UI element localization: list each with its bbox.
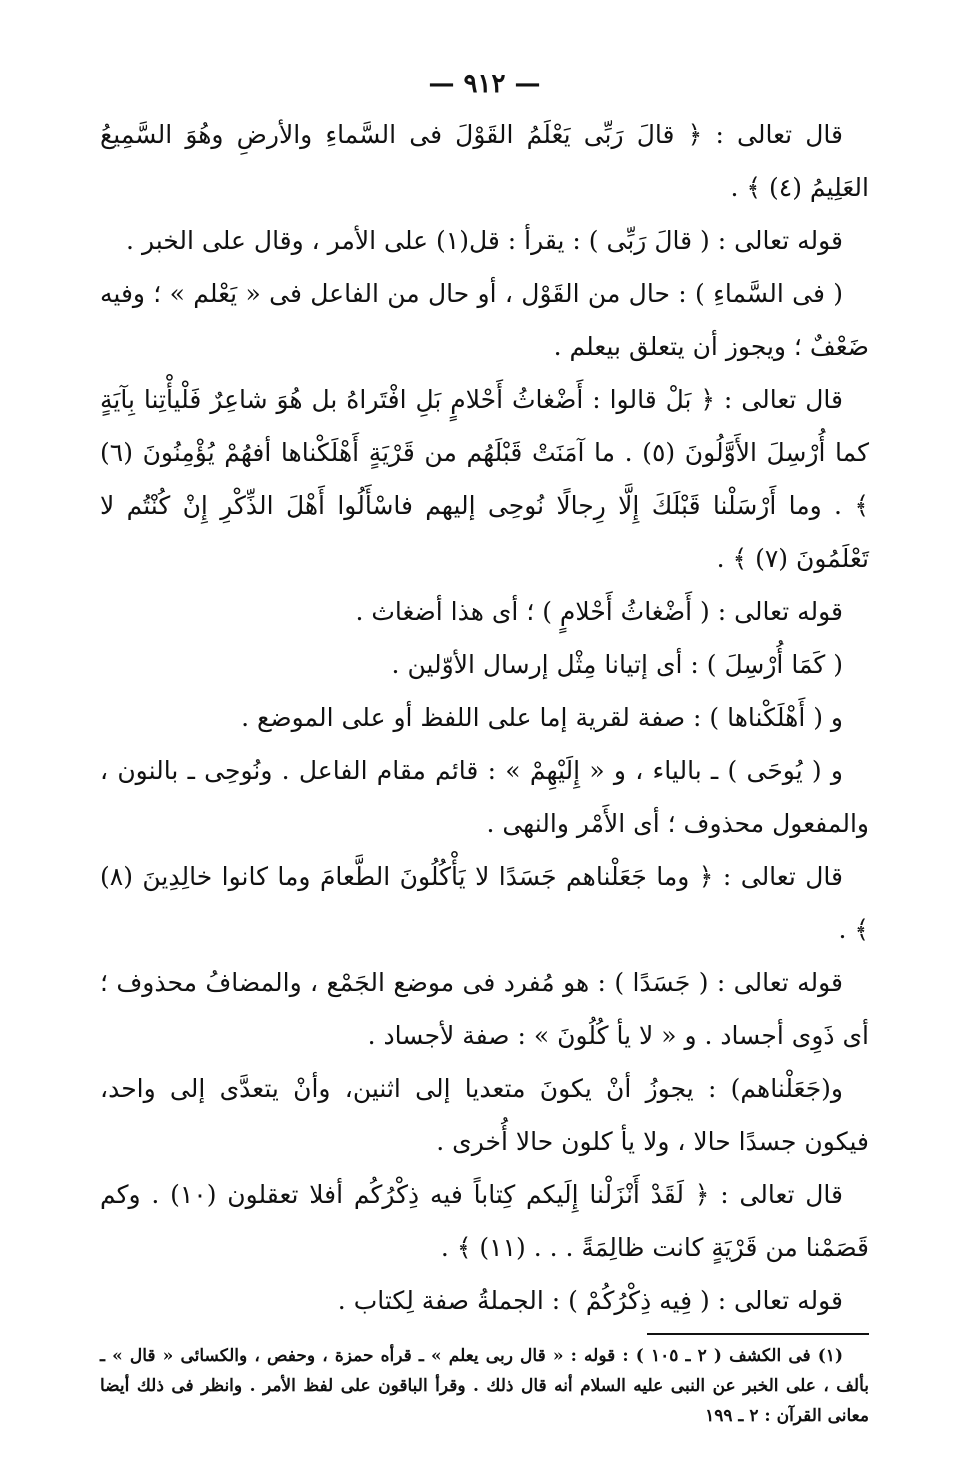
paragraph: قال تعالى : ﴿ بَلْ قالوا : أَضْغاثُ أَحْلامٍ بَلِ افْتَراهُ بل هُوَ شاعِرٌ فَلْيأْتِنا بِآيَةٍ كما أُرْسِلَ الأَوَّلُونَ (٥) . ما آمَنَتْ قَبْلَهُم من قَرْيَةٍ أَهْلَكْناها أفهُمْ يُؤْمِنُونَ (٦) ﴾ . وما أَرْسَلْنا قَبْلَكَ إِلَّا رِجالًا نُوحِى إليهم فاسْأَلُوا أَهْلَ الذِّكْرِ إِنْ كُنْتُم لا تَعْلَمُونَ (٧) ﴾ . [100,385,869,573]
page-number: — ٩١٢ — [428,69,541,99]
paragraph: و ( أَهْلَكْناها ) : صفة لقرية إما على اللفظ أو على الموضع . [241,703,843,732]
main-text [100,108,869,1327]
paragraph: ( كَمَا أُرْسِلَ ) : أى إتيانا مِثْل إرسال الأوّلين . [391,650,843,679]
footnotes [100,1341,869,1431]
footnote-divider [647,1333,869,1335]
paragraph: قال تعالى : ﴿ لَقَدْ أَنْزَلْنا إِلَيكم كِتاباً فيه ذِكْرُكُم أفلا تعقلون (١٠) . وكم قَصَمْنا من قَرْيَةٍ كانت ظالِمَةً . . . (١١) ﴾ . [100,1180,869,1262]
paragraph: قوله تعالى : ( جَسَدًا ) : هو مُفرد فى موضع الجَمْع ، والمضافُ محذوف ؛ أى ذَوِى أجساد . و « لا يأ كُلُونَ » : صفة لأجساد . [100,968,869,1050]
paragraph: قوله تعالى : ( أَضْغاثُ أَحْلامٍ ) ؛ أى هذا أضغاث . [355,597,843,626]
paragraph: قال تعالى : ﴿ قالَ رَبِّى يَعْلَمُ القَوْلَ فى السَّماءِ والأرضِ وهُوَ السَّمِيعُ العَلِيمُ (٤) ﴾ . [100,120,869,202]
paragraph: قوله تعالى : ( فِيه ذِكْرُكُمْ ) : الجملةُ صفة لِكتاب . [337,1286,843,1315]
paragraph: و(جَعَلْناهم) : يجوزُ أنْ يكونَ متعديا إلى اثنين، وأنْ يتعدَّى إلى واحد، فيكون جسدًا حالا ، ولا يأ كلون حالا أُخرى . [100,1074,869,1156]
paragraph: ( فى السَّماءِ ) : حال من القَوْل ، أو حال من الفاعل فى « يَعْلم » ؛ وفيه ضَعْفٌ ؛ ويجوز أن يتعلق بيعلم . [100,279,869,361]
footnote: (١) فى الكشف ( ٢ ـ ١٠٥ ) : قوله : « قال ربى يعلم » ـ قرأه حمزة ، وحفص ، والكسائى « قال » ـ بألف ، على الخبر عن النبى عليه السلام أنه قال ذلك . وقرأ الباقون على لفظ الأمر . وانظر فى ذلك أيضا معانى القرآن : ٢ ـ ١٩٩ [100,1346,869,1426]
paragraph: قوله تعالى : ( قالَ رَبِّى ) : يقرأ : قل(١) على الأمر ، وقال على الخبر . [126,226,843,255]
paragraph: قال تعالى : ﴿ وما جَعَلْناهم جَسَدًا لا يَأْكُلُونَ الطَّعامَ وما كانوا خالِدِينَ (٨) ﴾ . [100,862,869,944]
paragraph: و ( يُوحَى ) ـ بالياء ، و « إِلَيْهِمْ » : قائم مقام الفاعل . ونُوحِى ـ بالنون ، والمفعول محذوف ؛ أى الأَمْر والنهى . [100,756,869,838]
